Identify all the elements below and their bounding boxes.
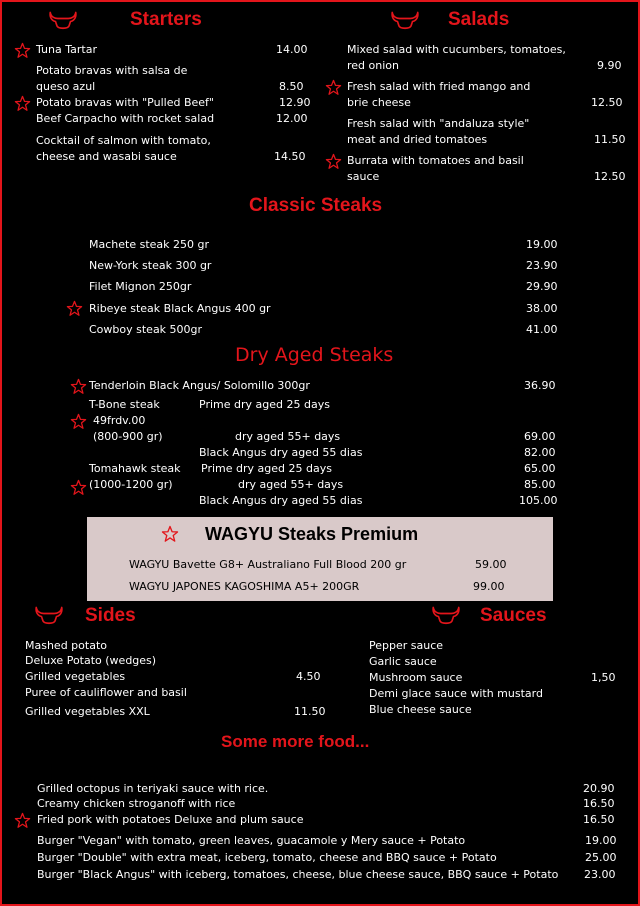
list-item: Garlic sauce: [369, 655, 437, 668]
star-icon: [70, 378, 87, 395]
list-item: Puree of cauliflower and basil: [25, 686, 187, 699]
menu-item-name-cont: sauce: [347, 170, 380, 183]
menu-item-option: Black Angus dry aged 55 dias: [199, 494, 363, 507]
menu-item-name: Burger "Double" with extra meat, iceberg, tomato, cheese and BBQ sauce + Potato: [37, 851, 497, 864]
dry-aged-title: Dry Aged Steaks: [235, 344, 394, 366]
star-icon: [66, 300, 83, 317]
menu-item-name: Burger "Black Angus" with iceberg, tomatoes, cheese, blue cheese sauce, BBQ sauce + Potato: [37, 868, 559, 881]
menu-item-name: Tomahawk steak: [89, 462, 181, 475]
menu-item-name: Creamy chicken stroganoff with rice: [37, 797, 236, 810]
menu-item-name: T-Bone steak: [89, 398, 160, 411]
wagyu-title: WAGYU Steaks Premium: [205, 524, 419, 544]
menu-item-name: WAGYU JAPONES KAGOSHIMA A5+ 200GR: [129, 580, 360, 593]
star-icon: [70, 479, 87, 496]
bull-head-icon: [48, 9, 78, 31]
menu-item-option: dry aged 55+ days: [238, 478, 344, 491]
menu-item-price: 99.00: [473, 580, 505, 593]
menu-item-name-cont: meat and dried tomatoes: [347, 133, 488, 146]
menu-item-weight: (800-900 gr): [93, 430, 163, 443]
star-icon: [325, 153, 342, 170]
menu-item-name: Tenderloin Black Angus/ Solomillo 300gr: [89, 379, 310, 392]
menu-item-name: Potato bravas with "Pulled Beef": [36, 96, 214, 109]
menu-item-price: 23.90: [526, 259, 558, 272]
menu-item-price: 19.00: [526, 238, 558, 251]
more-food-title: Some more food...: [221, 732, 370, 751]
star-icon: [325, 79, 342, 96]
menu-item-price: 29.90: [526, 280, 558, 293]
menu-item-price: 1,50: [591, 671, 616, 684]
list-item: Mashed potato: [25, 639, 107, 652]
classic-steaks-title: Classic Steaks: [249, 195, 383, 216]
menu-item-price: 11.50: [294, 705, 326, 718]
menu-item-weight: (1000-1200 gr): [89, 478, 173, 491]
list-item: Mushroom sauce: [369, 671, 463, 684]
starters-title: Starters: [130, 9, 202, 30]
menu-item-price: 12.00: [276, 112, 308, 125]
menu-item-name: New-York steak 300 gr: [89, 259, 212, 272]
menu-item-name: Fried pork with potatoes Deluxe and plum sauce: [37, 813, 304, 826]
list-item: Demi glace sauce with mustard: [369, 687, 543, 700]
menu-item-name: Cocktail of salmon with tomato,: [36, 134, 211, 147]
list-item: Blue cheese sauce: [369, 703, 472, 716]
menu-item-price: 25.00: [585, 851, 617, 864]
sides-title: Sides: [85, 605, 136, 626]
menu-item-name: Fresh salad with fried mango and: [347, 80, 531, 93]
menu-item-price: 16.50: [583, 797, 615, 810]
star-icon: [14, 812, 31, 829]
sauces-title: Sauces: [480, 605, 547, 626]
menu-item-name: Grilled octopus in teriyaki sauce with rice.: [37, 782, 269, 795]
menu-item-option: Black Angus dry aged 55 dias: [199, 446, 363, 459]
menu-item-price: 8.50: [279, 80, 304, 93]
menu-item-price: 19.00: [585, 834, 617, 847]
menu-item-price: 59.00: [475, 558, 507, 571]
menu-item-price: 12.50: [591, 96, 623, 109]
menu-item-price: 69.00: [524, 430, 556, 443]
wagyu-panel: [87, 517, 553, 601]
menu-item-price-inline: 49frdv.00: [93, 414, 146, 427]
menu-item-name: Mixed salad with cucumbers, tomatoes,: [347, 43, 566, 56]
menu-item-price: 23.00: [584, 868, 616, 881]
salads-title: Salads: [448, 9, 510, 30]
menu-item-name-cont: red onion: [347, 59, 399, 72]
menu-item-price: 36.90: [524, 379, 556, 392]
menu-item-price: 105.00: [519, 494, 558, 507]
menu-item-price: 85.00: [524, 478, 556, 491]
menu-item-price: 41.00: [526, 323, 558, 336]
menu-item-price: 16.50: [583, 813, 615, 826]
menu-item-name: Tuna Tartar: [36, 43, 97, 56]
bull-head-icon: [34, 604, 64, 626]
list-item: Deluxe Potato (wedges): [25, 654, 157, 667]
bull-head-icon: [390, 9, 420, 31]
menu-item-name-cont: cheese and wasabi sauce: [36, 150, 177, 163]
menu-item-price: 65.00: [524, 462, 556, 475]
menu-item-name-cont: queso azul: [36, 80, 96, 93]
menu-item-price: 14.50: [274, 150, 306, 163]
star-icon: [14, 42, 31, 59]
menu-item-price: 38.00: [526, 302, 558, 315]
menu-item-name: WAGYU Bavette G8+ Australiano Full Blood 200 gr: [129, 558, 407, 571]
menu-item-name: Potato bravas with salsa de: [36, 64, 188, 77]
menu-item-name: Ribeye steak Black Angus 400 gr: [89, 302, 271, 315]
star-icon: [14, 95, 31, 112]
menu-item-price: 9.90: [597, 59, 622, 72]
menu-item-name: Machete steak 250 gr: [89, 238, 210, 251]
menu-item-name: Beef Carpacho with rocket salad: [36, 112, 215, 125]
menu-item-name-cont: brie cheese: [347, 96, 411, 109]
menu-item-price: 12.90: [279, 96, 311, 109]
menu-item-name: Burger "Vegan" with tomato, green leaves, guacamole y Mery sauce + Potato: [37, 834, 466, 847]
menu-item-name: Cowboy steak 500gr: [89, 323, 203, 336]
menu-item-name: Fresh salad with "andaluza style": [347, 117, 530, 130]
menu-item-price: 11.50: [594, 133, 626, 146]
menu-item-price: 20.90: [583, 782, 615, 795]
list-item: Pepper sauce: [369, 639, 444, 652]
menu-item-price: 14.00: [276, 43, 308, 56]
menu-item-name: Filet Mignon 250gr: [89, 280, 192, 293]
star-icon: [161, 525, 179, 543]
menu-item-option: dry aged 55+ days: [235, 430, 341, 443]
list-item: Grilled vegetables XXL: [25, 705, 150, 718]
menu-item-option: Prime dry aged 25 days: [201, 462, 332, 475]
menu-item-option: Prime dry aged 25 days: [199, 398, 330, 411]
menu-item-name: Burrata with tomatoes and basil: [347, 154, 524, 167]
list-item: Grilled vegetables: [25, 670, 126, 683]
menu-item-price: 4.50: [296, 670, 321, 683]
star-icon: [70, 413, 87, 430]
menu-item-price: 82.00: [524, 446, 556, 459]
menu-item-price: 12.50: [594, 170, 626, 183]
bull-head-icon: [431, 604, 461, 626]
